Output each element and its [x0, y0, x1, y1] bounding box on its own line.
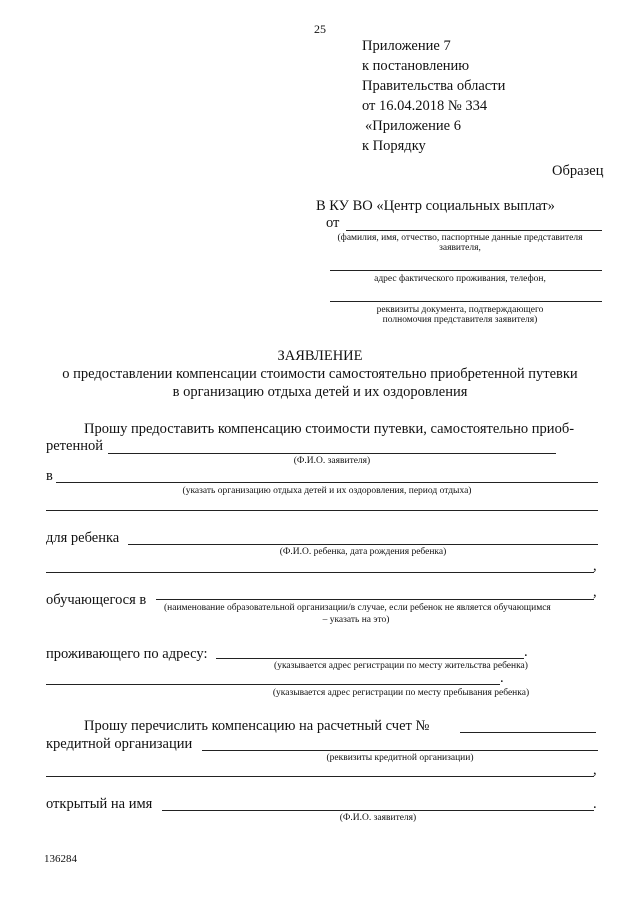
label-studying: обучающегося в — [46, 592, 147, 608]
hint-document — [310, 305, 610, 325]
header-line: к Порядку — [362, 138, 426, 154]
period-mark: . — [593, 796, 597, 812]
school-line — [156, 599, 594, 600]
stay-line — [46, 684, 500, 685]
residence-line — [216, 658, 524, 659]
header-line: от 16.04.2018 № 334 — [362, 98, 488, 114]
header-line: к постановлению — [362, 58, 470, 74]
request-text-line-2: ретенной — [46, 438, 103, 454]
document-title: ЗАЯВЛЕНИЕ — [277, 348, 363, 364]
organization-line-2 — [46, 510, 598, 511]
addressee-to: В КУ ВО «Центр социальных выплат» — [316, 198, 555, 214]
from-line — [346, 230, 602, 231]
comma-mark: , — [593, 584, 597, 600]
appendix-header — [362, 36, 505, 156]
hint-school-1: (наименование образовательной организации/в случае, если ребенок не является обучающимся — [164, 603, 551, 613]
hint-school-2: – указать на это) — [322, 615, 390, 625]
applicant-name-line — [108, 453, 556, 454]
bank-line-2 — [46, 776, 594, 777]
child-line — [128, 544, 598, 545]
hint-bank: (реквизиты кредитной организации) — [326, 753, 474, 763]
hint-address: адрес фактического проживания, телефон, — [374, 274, 546, 284]
child-line-2 — [46, 572, 594, 573]
sample-label: Образец — [552, 163, 604, 179]
label-credit-org: кредитной организации — [46, 736, 193, 752]
comma-mark: , — [593, 762, 597, 778]
hint-child: (Ф.И.О. ребенка, дата рождения ребенка) — [279, 547, 447, 557]
hint-line: полномочия представителя заявителя) — [382, 315, 538, 325]
address-line — [330, 270, 602, 271]
label-in: в — [46, 468, 53, 484]
period-mark: . — [500, 670, 504, 686]
header-line: Приложение 7 — [362, 38, 451, 54]
hint-line: заявителя, — [439, 243, 481, 253]
request-text-line-1: Прошу предоставить компенсацию стоимости путевки, самостоятельно приоб- — [84, 421, 575, 437]
header-line: «Приложение 6 — [365, 118, 461, 134]
account-line — [460, 732, 596, 733]
document-subtitle-1: о предоставлении компенсации стоимости самостоятельно приобретенной путевки — [62, 366, 578, 382]
footer-code: 136284 — [44, 853, 77, 865]
hint-applicant-name: (Ф.И.О. заявителя) — [293, 456, 371, 466]
page-number: 25 — [314, 22, 326, 36]
document-line — [330, 301, 602, 302]
holder-line — [162, 810, 594, 811]
organization-line — [56, 482, 598, 483]
transfer-text: Прошу перечислить компенсацию на расчетный счет № — [84, 718, 430, 734]
document-subtitle-2: в организацию отдыха детей и их оздоровления — [172, 384, 468, 400]
hint-holder-name: (Ф.И.О. заявителя) — [339, 813, 417, 823]
hint-stay: (указывается адрес регистрации по месту пребывания ребенка) — [272, 688, 530, 698]
hint-registration: (указывается адрес регистрации по месту жительства ребенка) — [274, 661, 528, 671]
hint-line: (фамилия, имя, отчество, паспортные данные представителя — [337, 233, 583, 243]
bank-line — [202, 750, 598, 751]
comma-mark: , — [593, 558, 597, 574]
header-line: Правительства области — [362, 78, 506, 94]
hint-line: реквизиты документа, подтверждающего — [376, 305, 544, 315]
hint-representative — [310, 233, 610, 253]
label-residing: проживающего по адресу: — [46, 646, 208, 662]
addressee-from: от — [326, 215, 340, 231]
label-opened-for: открытый на имя — [46, 796, 153, 812]
label-for-child: для ребенка — [46, 530, 120, 546]
hint-organization: (указать организацию отдыха детей и их оздоровления, период отдыха) — [182, 486, 472, 496]
period-mark: . — [524, 644, 528, 660]
